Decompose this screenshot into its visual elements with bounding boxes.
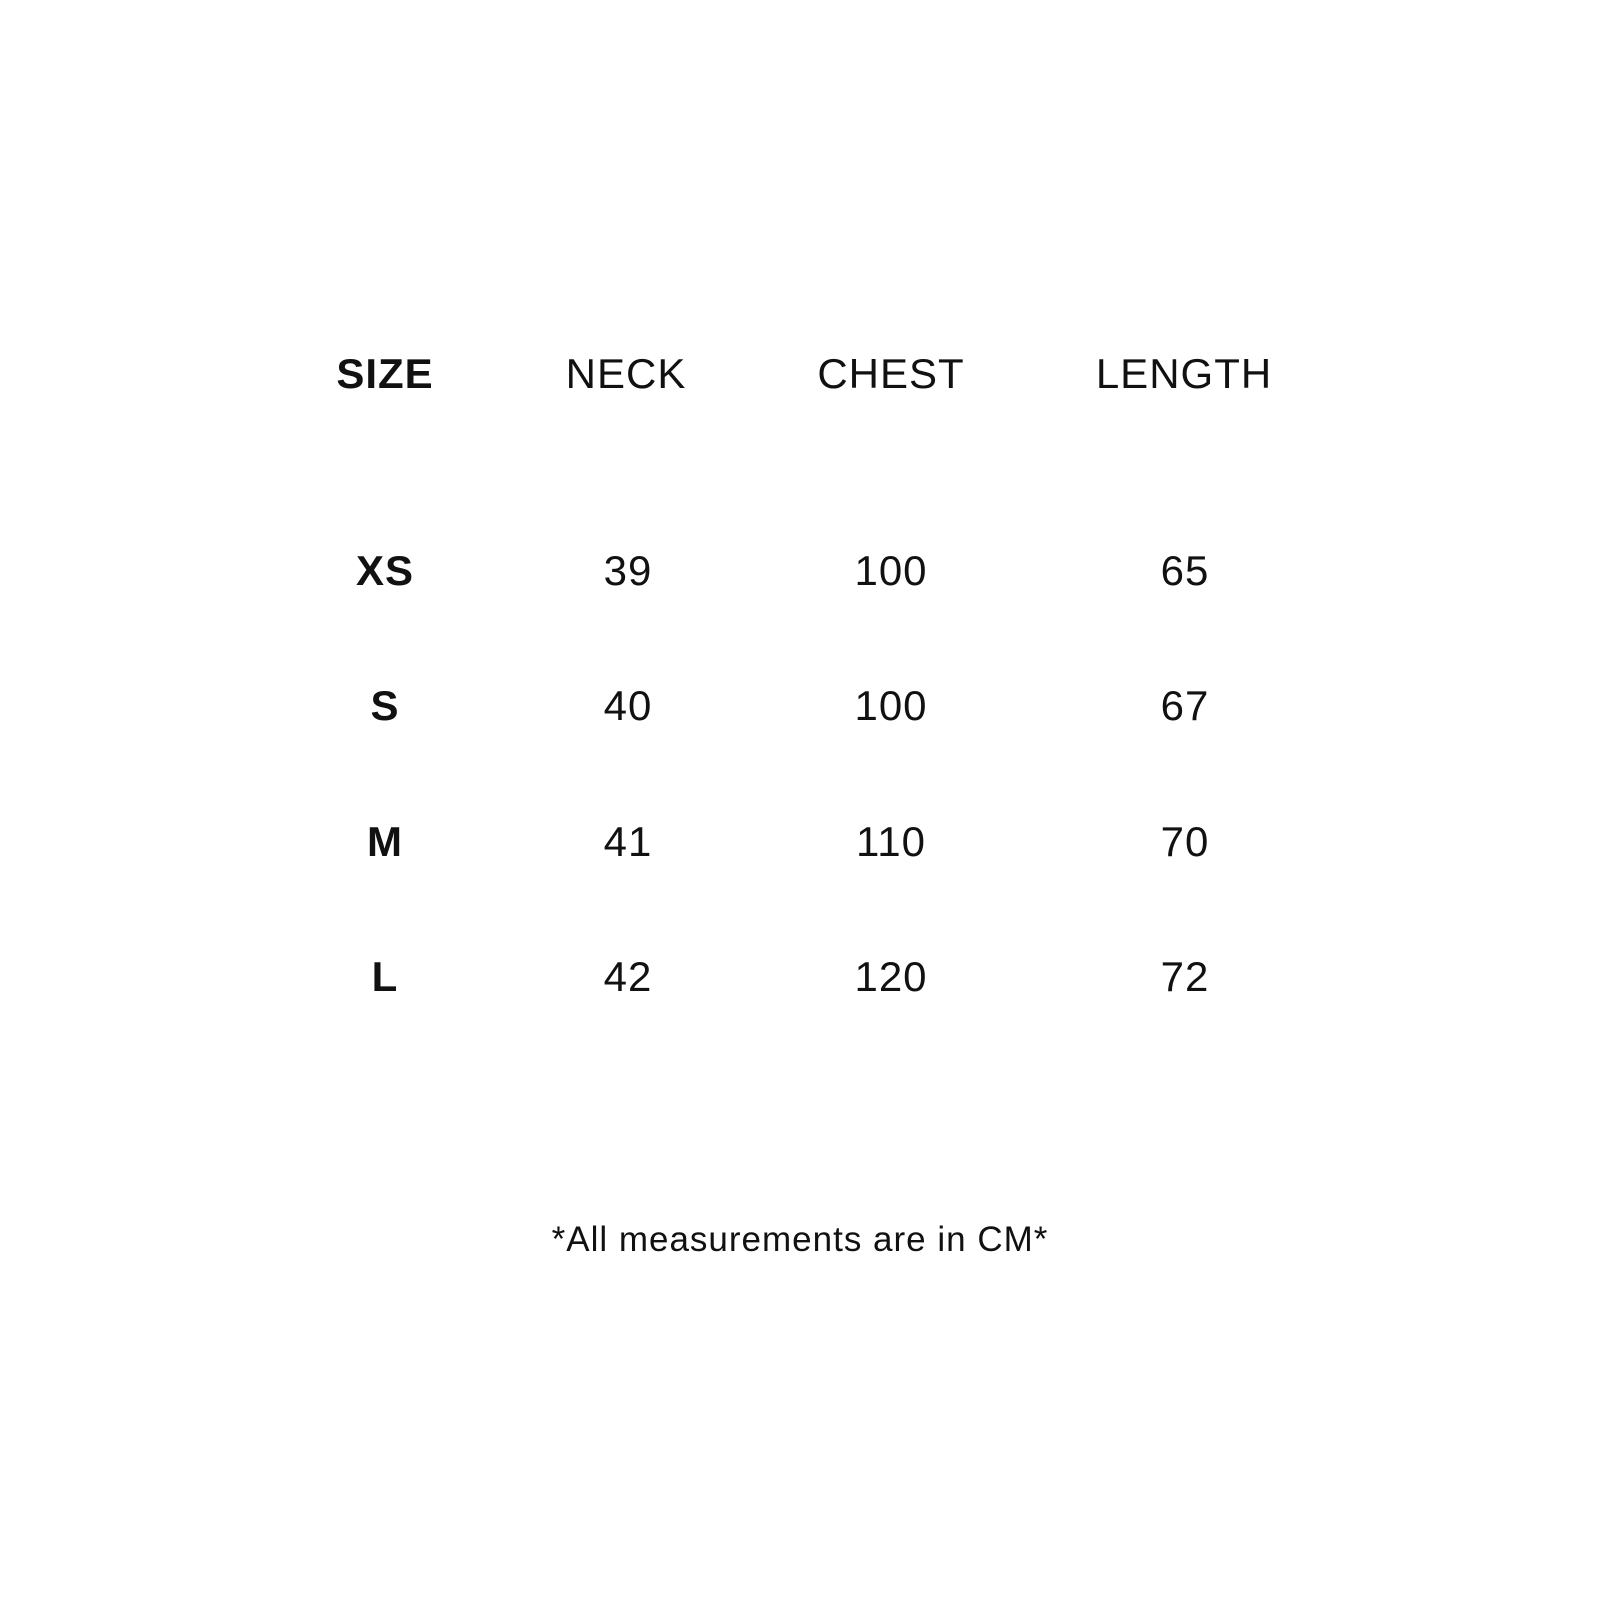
row-length-value: 65 — [1160, 547, 1210, 594]
row-neck-value: 40 — [603, 682, 653, 729]
row-length-value: 70 — [1160, 818, 1210, 865]
row-size-label: M — [367, 818, 403, 865]
header-neck: NECK — [565, 350, 687, 397]
row-size-label: XS — [355, 547, 415, 594]
row-chest-value: 110 — [856, 818, 926, 865]
row-length-value: 67 — [1160, 682, 1210, 729]
row-neck-value: 42 — [603, 953, 653, 1000]
row-neck-value: 41 — [603, 818, 653, 865]
header-size: SIZE — [336, 350, 434, 397]
row-size-label: S — [370, 682, 400, 729]
header-chest: CHEST — [817, 350, 965, 397]
row-chest-value: 120 — [854, 953, 928, 1000]
row-length-value: 72 — [1160, 953, 1210, 1000]
header-length: LENGTH — [1095, 350, 1273, 397]
row-size-label: L — [371, 953, 399, 1000]
measurement-footnote: *All measurements are in CM* — [551, 1220, 1049, 1259]
row-chest-value: 100 — [854, 682, 928, 729]
row-neck-value: 39 — [603, 547, 653, 594]
row-chest-value: 100 — [854, 547, 928, 594]
